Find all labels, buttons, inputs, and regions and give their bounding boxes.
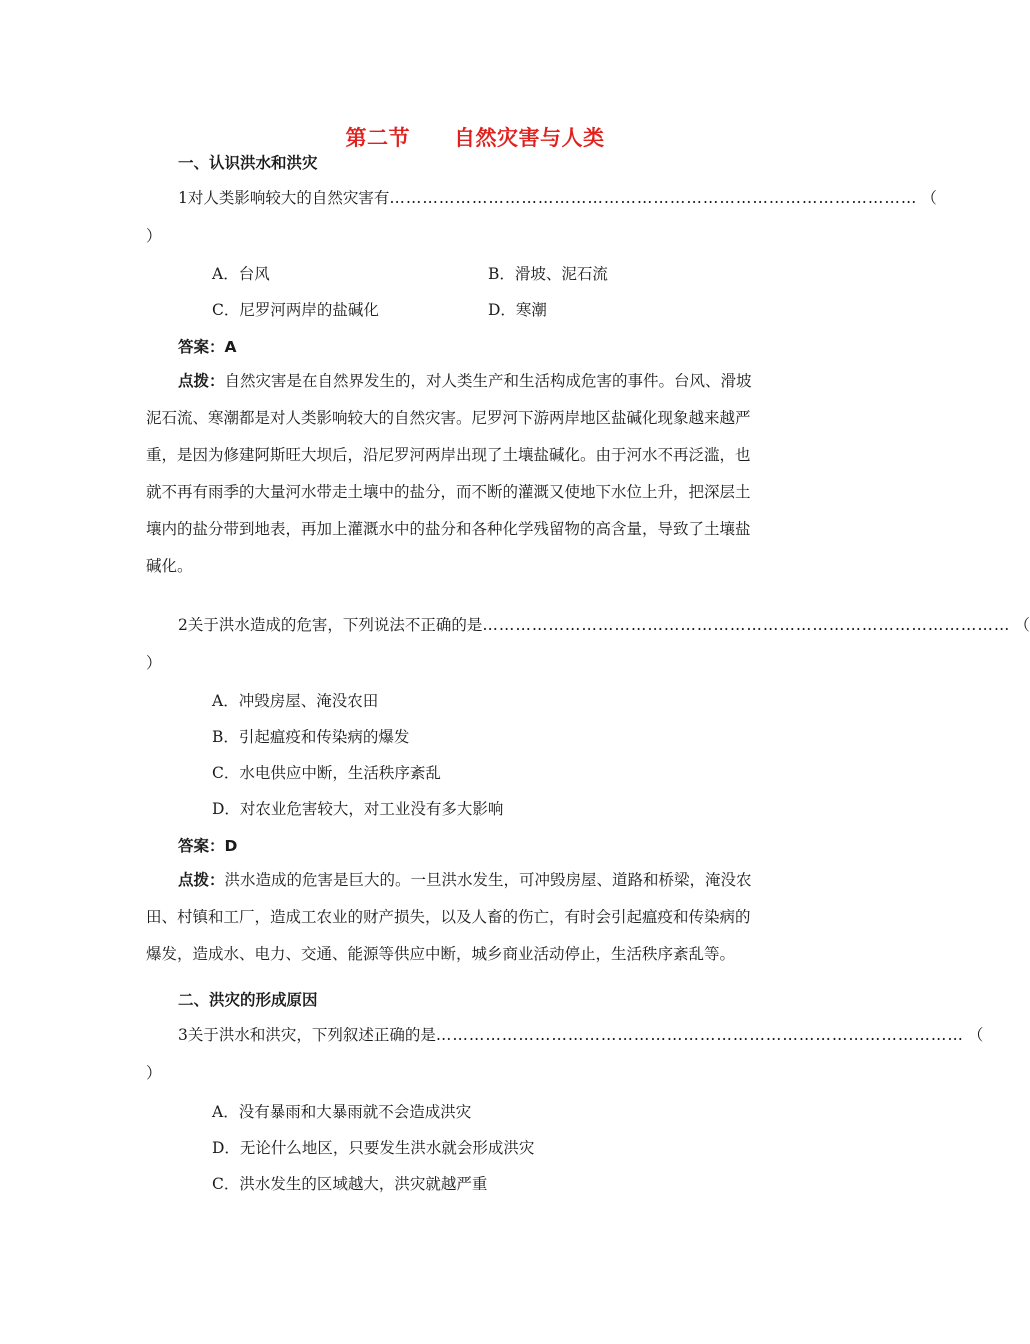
- section-heading-2: 二、洪灾的形成原因: [178, 991, 318, 1009]
- question-2: [178, 614, 1030, 636]
- title-section-number: 第二节: [345, 126, 410, 150]
- leader-dots: ……………………………………………………………………………………: [435, 1026, 964, 1044]
- option-d: D．对农业危害较大，对工业没有多大影响: [212, 800, 504, 818]
- answer-close-paren: ）: [146, 227, 162, 245]
- answer-open-paren: （: [921, 189, 937, 207]
- tip-line: 点拨：洪水造成的危害是巨大的。一旦洪水发生，可冲毁房屋、道路和桥梁，淹没农: [178, 871, 752, 889]
- tip-line: 田、村镇和工厂，造成工农业的财产损失，以及人畜的伤亡，有时会引起瘟疫和传染病的: [146, 908, 751, 926]
- tip-label: 点拨：: [178, 871, 225, 889]
- question-1: [178, 187, 937, 209]
- tip-line: 碱化。: [146, 557, 193, 575]
- question-text: 关于洪水和洪灾，下列叙述正确的是: [187, 1026, 436, 1044]
- tip-line: 爆发，造成水、电力、交通、能源等供应中断，城乡商业活动停止，生活秩序紊乱等。: [146, 945, 736, 963]
- leader-dots: ……………………………………………………………………………………: [482, 616, 1011, 634]
- question-text: 关于洪水造成的危害，下列说法不正确的是: [187, 616, 483, 634]
- answer-close-paren: ）: [146, 1064, 162, 1082]
- tip-line: 重，是因为修建阿斯旺大坝后，沿尼罗河两岸出现了土壤盐碱化。由于河水不再泛滥，也: [146, 446, 751, 464]
- question-number: 2: [178, 616, 188, 634]
- question-3: [178, 1024, 984, 1046]
- option-d: D．无论什么地区，只要发生洪水就会形成洪灾: [212, 1139, 535, 1157]
- tip-label: 点拨：: [178, 372, 225, 390]
- option-a: A．台风: [212, 265, 270, 283]
- option-b: B．引起瘟疫和传染病的爆发: [212, 728, 410, 746]
- answer-label: 答案：: [178, 837, 225, 855]
- section-heading-1: 一、认识洪水和洪灾: [178, 154, 318, 172]
- tip-2: [146, 862, 806, 973]
- option-c: C．洪水发生的区域越大，洪灾就越严重: [212, 1175, 488, 1193]
- tip-line: 就不再有雨季的大量河水带走土壤中的盐分，而不断的灌溉又使地下水位上升，把深层土: [146, 483, 751, 501]
- answer-value: D: [224, 837, 238, 855]
- answer-open-paren: （: [967, 1026, 984, 1044]
- option-a: A．没有暴雨和大暴雨就不会造成洪灾: [212, 1103, 472, 1121]
- option-d: D．寒潮: [488, 301, 547, 319]
- tip-line: 壤内的盐分带到地表，再加上灌溉水中的盐分和各种化学残留物的高含量，导致了土壤盐: [146, 520, 751, 538]
- tip-line: 点拨：自然灾害是在自然界发生的，对人类生产和生活构成危害的事件。台风、滑坡: [178, 372, 752, 390]
- answer-label: 答案：: [178, 338, 225, 356]
- option-b: B．滑坡、泥石流: [488, 265, 608, 283]
- answer-open-paren: （: [1014, 616, 1030, 634]
- tip-line: 泥石流、寒潮都是对人类影响较大的自然灾害。尼罗河下游两岸地区盐碱化现象越来越严: [146, 409, 751, 427]
- tip-1: [146, 363, 806, 585]
- title-text: 自然灾害与人类: [454, 126, 605, 150]
- leader-dots: ……………………………………………………………………………………: [389, 189, 918, 207]
- page-title: [0, 122, 950, 152]
- question-number: 3: [178, 1026, 188, 1044]
- question-text: 对人类影响较大的自然灾害有: [187, 189, 390, 207]
- option-c: C．尼罗河两岸的盐碱化: [212, 301, 379, 319]
- option-a: A．冲毁房屋、淹没农田: [212, 692, 379, 710]
- answer-value: A: [224, 338, 237, 356]
- question-number: 1: [178, 189, 188, 207]
- answer-2: [178, 835, 237, 857]
- option-c: C．水电供应中断，生活秩序紊乱: [212, 764, 441, 782]
- answer-1: [178, 336, 237, 358]
- answer-close-paren: ）: [146, 654, 162, 672]
